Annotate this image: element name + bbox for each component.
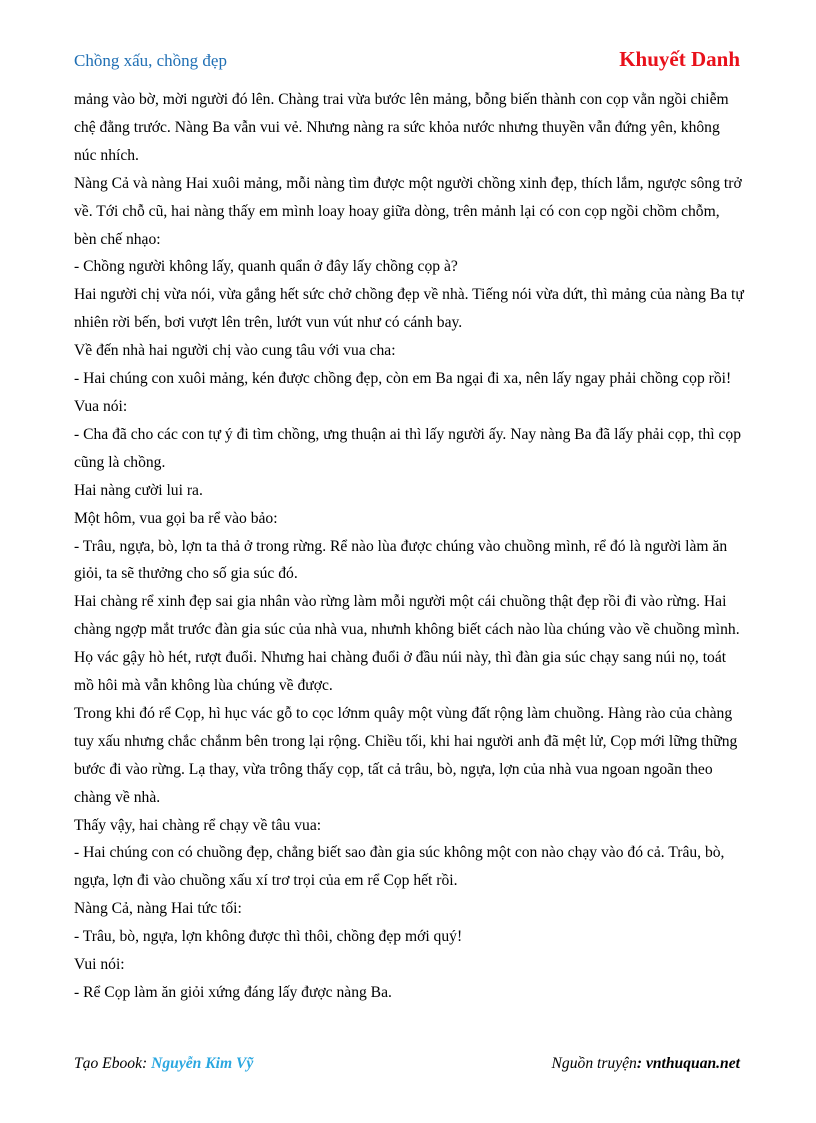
story-body (74, 86, 744, 1007)
footer-ebook-name: Nguyễn Kim Vỹ (151, 1055, 254, 1072)
footer-ebook-credit (74, 1055, 253, 1073)
paragraph: - Chồng người không lấy, quanh quẩn ở đây lấy chồng cọp à? (74, 258, 458, 276)
paragraph: Vui nói: (74, 956, 125, 974)
paragraph: - Trâu, bò, ngựa, lợn không được thì thôi, chồng đẹp mới quý! (74, 928, 463, 946)
paragraph: Hai người chị vừa nói, vừa gắng hết sức chở chồng đẹp về nhà. Tiếng nói vừa dứt, thì mảng của nàng Ba tự nhiên rời bến, bơi vượt lên trên, lướt vun vút như có cánh bay. (74, 286, 744, 332)
paragraph: - Hai chúng con có chuồng đẹp, chẳng biết sao đàn gia súc không một con nào chạy vào đó cả. Trâu, bò, ngựa, lợn đi vào chuồng xấu xí trơ trọi của em rể Cọp hết rồi. (74, 844, 725, 890)
paragraph: Vua nói: (74, 397, 128, 415)
paragraph: Về đến nhà hai người chị vào cung tâu với vua cha: (74, 342, 396, 360)
paragraph: - Cha đã cho các con tự ý đi tìm chồng, ưng thuận ai thì lấy người ấy. Nay nàng Ba đã lấy phải cọp, thì cọp cũng là chồng. (74, 425, 741, 471)
paragraph: Hai nàng cười lui ra. (74, 481, 203, 499)
paragraph: - Rể Cọp làm ăn giỏi xứng đáng lấy được nàng Ba. (74, 984, 392, 1001)
footer-source-site: vnthuquan.net (645, 1055, 740, 1072)
paragraph: - Hai chúng con xuôi mảng, kén được chồng đẹp, còn em Ba ngại đi xa, nên lấy ngay phải chồng cọp rồi! (74, 370, 732, 388)
page-header-title: Chồng xấu, chồng đẹp (74, 51, 227, 70)
paragraph: Nàng Cả, nàng Hai tức tối: (74, 900, 242, 918)
paragraph: Hai chàng rể xinh đẹp sai gia nhân vào rừng làm mỗi người một cái chuồng thật đẹp rồi đi vào rừng. Hai chàng ngợp mắt trước đàn gia súc của nhà vua, nhưnh không biết cách nào lùa chúng vào về chuồng mình. Họ vác gậy hò hét, rượt đuổi. Nhưng hai chàng đuổi ở đầu núi này, thì đàn gia súc chạy sang núi nọ, toát mồ hôi mà vẫn không lùa chúng về được. (74, 593, 740, 695)
footer-source-separator: : (636, 1055, 646, 1072)
paragraph: - Trâu, ngựa, bò, lợn ta thả ở trong rừng. Rể nào lùa được chúng vào chuồng mình, rể đó là người làm ăn giỏi, ta sẽ thưởng cho số gia súc đó. (74, 537, 728, 583)
paragraph: Trong khi đó rể Cọp, hì hục vác gỗ to cọc lớnm quây một vùng đất rộng làm chuồng. Hàng rào của chàng tuy xấu nhưng chắc chắnm bên trong lại rộng. Chiều tối, khi hai người anh đã mệt lử, Cọp mới lững thững bước đi vào rừng. Lạ thay, vừa trông thấy cọp, tất cả trâu, bò, ngựa, lợn của nhà vua ngoan ngoãn theo chàng về nhà. (74, 704, 738, 806)
page-header-author: Khuyết Danh (619, 47, 740, 71)
footer-source-credit (552, 1055, 740, 1073)
footer-source-label: Nguồn truyện (551, 1055, 637, 1072)
footer-ebook-separator: : (142, 1055, 152, 1072)
paragraph: Một hôm, vua gọi ba rể vào bảo: (74, 509, 278, 527)
paragraph: Nàng Cả và nàng Hai xuôi mảng, mỗi nàng tìm được một người chồng xinh đẹp, thích lắm, ngược sông trở về. Tới chỗ cũ, hai nàng thấy em mình loay hoay giữa dòng, trên mảnh lại có con cọp ngồi chồm chỗm, bèn chế nhạo: (74, 174, 742, 248)
paragraph: mảng vào bờ, mời người đó lên. Chàng trai vừa bước lên mảng, bỗng biến thành con cọp vằn ngồi chiễm chệ đằng trước. Nàng Ba vẫn vui vẻ. Nhưng nàng ra sức khỏa nước nhưng thuyền vẫn đứng yên, không núc nhích. (74, 91, 729, 164)
footer-ebook-label: Tạo Ebook (74, 1055, 143, 1072)
paragraph: Thấy vậy, hai chàng rể chạy về tâu vua: (74, 816, 322, 834)
